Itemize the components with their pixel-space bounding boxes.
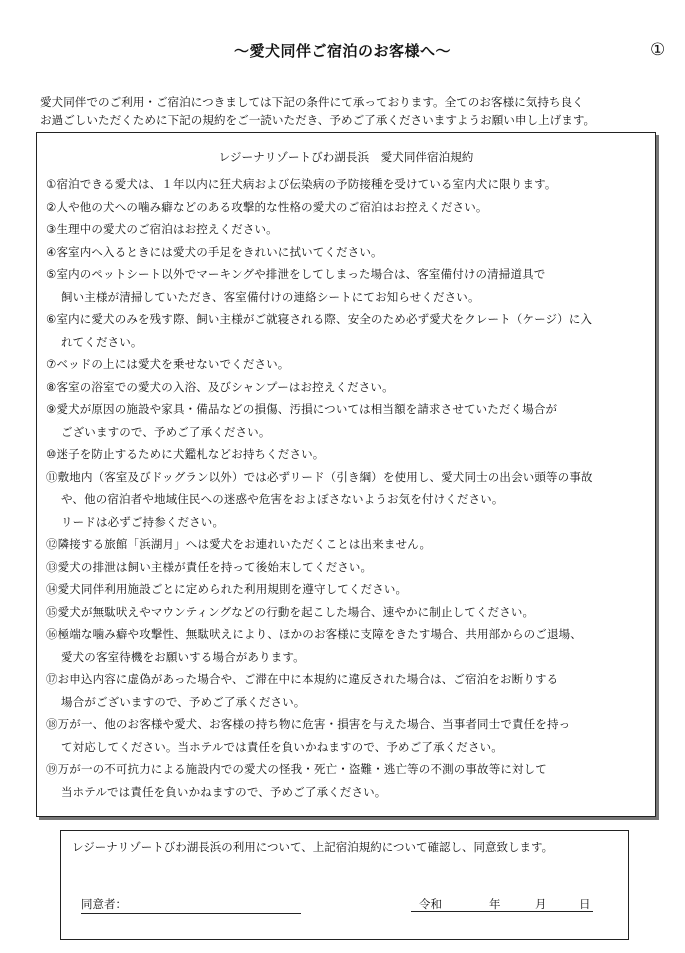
rule-line: ⑥室内に愛犬のみを残す際、飼い主様がご就寝される際、安全のため必ず愛犬をクレート（ケージ）に入: [46, 312, 593, 326]
day-label: 日: [579, 897, 591, 911]
rules-heading: レジーナリゾートびわ湖長浜 愛犬同伴宿泊規約: [218, 150, 474, 164]
rule-line: ⑭愛犬同伴利用施設ごとに定められた利用規則を遵守してください。: [46, 582, 408, 596]
rule-line: リードは必ずご持参ください。: [61, 514, 225, 529]
rule-line: ⑱万が一、他のお客様や愛犬、お客様の持ち物に危害・損害を与えた場合、当事者同士で責任を持っ: [46, 717, 571, 731]
era-label: 令和: [419, 897, 442, 911]
year-label: 年: [489, 897, 501, 911]
rule-line: ございますので、予めご了承ください。: [61, 424, 271, 439]
month-label: 月: [535, 897, 547, 911]
intro-line: お過ごしいただくために下記の規約をご一読いただき、予めご了承くださいますようお願い申し上げます。: [40, 113, 596, 127]
date-field[interactable]: [411, 896, 593, 912]
rule-line: ⑮愛犬が無駄吠えやマウンティングなどの行動を起こした場合、速やかに制止してください。: [46, 604, 535, 619]
rule-line: ⑨愛犬が原因の施設や家具・備品などの損傷、汚損については相当額を請求させていただく場合が: [46, 402, 558, 416]
rule-line: ⑫隣接する旅館「浜湖月」へは愛犬をお連れいただくことは出来ません。: [46, 537, 432, 551]
rule-line: ④客室内へ入るときには愛犬の手足をきれいに拭いてください。: [46, 244, 383, 259]
rule-line: ①宿泊できる愛犬は、１年以内に狂犬病および伝染病の予防接種を受けている室内犬に限ります。: [46, 177, 557, 191]
rule-line: ⑪敷地内（客室及びドッグラン以外）では必ずリード（引き綱）を使用し、愛犬同士の出会い頭等の事故: [46, 469, 593, 484]
rule-line: て対応してください。当ホテルでは責任を負いかねますので、予めご了承ください。: [61, 739, 503, 754]
rule-line: ③生理中の愛犬のご宿泊はお控えください。: [46, 222, 278, 236]
rule-line: ⑯極端な噛み癖や攻撃性、無駄吠えにより、ほかのお客様に支障をきたす場合、共用部からのご退場、: [46, 627, 582, 641]
rule-line: れてください。: [61, 334, 143, 349]
rule-line: ⑲万が一の不可抗力による施設内での愛犬の怪我・死亡・盗難・逃亡等の不測の事故等に対して: [46, 762, 547, 776]
page-title: ～愛犬同伴ご宿泊のお客様へ～: [233, 42, 451, 60]
rule-line: ⑬愛犬の排泄は飼い主様が責任を持って後始末してください。: [46, 559, 373, 574]
rules-box: [36, 132, 656, 817]
rule-line: や、他の宿泊者や地域住民への迷惑や危害をおよぼさないようお気を付けください。: [61, 492, 504, 506]
rule-line: ⑰お申込内容に虚偽があった場合や、ご滞在中に本規約に違反された場合は、ご宿泊をお断りする: [46, 672, 559, 686]
rule-line: 愛犬の客室待機をお願いする場合があります。: [61, 649, 305, 664]
consent-box: [60, 830, 629, 940]
rule-line: 当ホテルでは責任を負いかねますので、予めご了承ください。: [61, 784, 387, 799]
rule-line: ⑤室内のペットシート以外でマーキングや排泄をしてしまった場合は、客室備付けの清掃道具で: [46, 267, 546, 281]
intro-line: 愛犬同伴でのご利用・ご宿泊につきましては下記の条件にて承っております。全てのお客様に気持ち良く: [40, 95, 584, 109]
agreer-signature-field[interactable]: [81, 896, 301, 914]
rule-line: ②人や他の犬への噛み癖などのある攻撃的な性格の愛犬のご宿泊はお控えください。: [46, 199, 488, 214]
rule-line: 場合がございますので、予めご了承ください。: [61, 694, 306, 709]
rule-line: ⑦ベッドの上には愛犬を乗せないでください。: [46, 357, 290, 371]
page-number: ①: [650, 40, 666, 60]
rule-line: ⑧客室の浴室での愛犬の入浴、及びシャンプーはお控えください。: [46, 379, 394, 394]
rule-line: ⑩迷子を防止するために犬鑑札などお持ちください。: [46, 447, 325, 461]
rule-line: 飼い主様が清掃していただき、客室備付けの連絡シートにてお知らせください。: [61, 289, 480, 304]
consent-statement: レジーナリゾートびわ湖長浜の利用について、上記宿泊規約について確認し、同意致します。: [72, 840, 554, 854]
agreer-label: 同意者：: [81, 897, 127, 911]
intro-paragraph: [40, 93, 650, 129]
